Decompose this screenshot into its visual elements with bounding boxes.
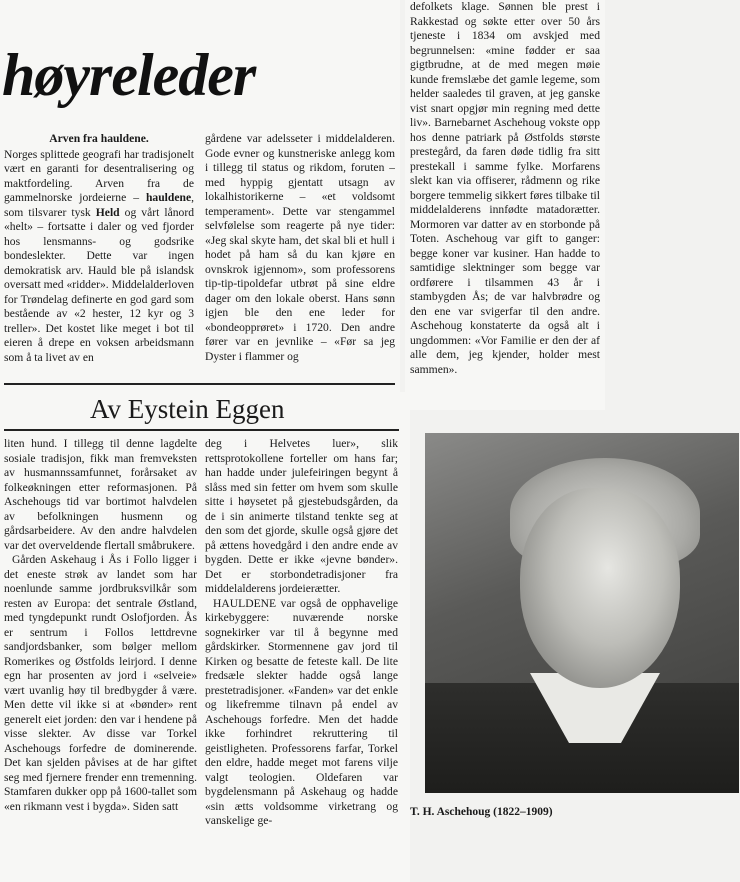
byline: Av Eystein Eggen <box>90 394 285 424</box>
headline: høyreleder <box>2 42 256 108</box>
column-2-bottom <box>205 437 398 879</box>
horizontal-rule <box>4 429 399 431</box>
paragraph: Gården Askehaug i Ås i Follo ligger i det eneste strøk av landet som har noenlunde samme jordbruksvilkår som resten av Europa: det sentrale Østland, med tyngdepunkt rundt Oslofjorden. Ås er sentrum i Follos lettdrevne sandjordsbanker, som bølger mellom Romerikes og Østfolds leirjord. I denne egn har prosenten av jord i «selveie» vært uvanlig høy til bredbygder å være. Men dette vil ikke si at «bønder» rent generelt eiet jorden: den var i hendene på visse slekter. Av disse var Torkel Aschehougs forfedre de dominerende. Det kan sjelden påvises at de har giftet seg med fjernere frender enn tremenning. Stamfaren dukker opp på 1600-tallet som «en rikmann vest i bygda». Siden satt <box>4 553 197 813</box>
portrait-photo <box>425 433 739 793</box>
paragraph: deg i Helvetes luer», slik rettsprotokollene forteller om hans far; han hadde under julefeiringen begynt å slåss med sin fetter om hvem som skulle sitte i høysetet på gjestebudsgården, da de i sin animerte tilstand tenkte seg at den som det gjorde, skulle også gjøre det på ættens hovedgård i den andre ende av bygden. Dette er ikke «jevne bønder». Det er storbondetradisjoner fra middelalderens jordeierætter. <box>205 437 398 595</box>
text: Norges splittede geografi har tradisjonelt vært en garanti for desentralisering og maktfordeling. Arven fra de gammelnorske jordeierne – <box>4 147 194 204</box>
column-3-top <box>410 0 600 402</box>
paragraph: HAULDENE var også de opphavelige kirkebyggere: nuværende norske sognekirker var til å begynne med gårdskirker. Stormennene gav jord til Kirken og besatte de feteste kall. De lite fredsæle slekter hadde også lange prestetradisjoner. «Fanden» var det enkle og likefremme tilnavn på endel av Aschehougs forfedre. Men det hadde ikke forhindret rekruttering til geistligheten. Professorens farfar, Torkel den eldre, hadde meget mot farens vilje valgt teologien. Oldefaren var bygdelensmann på Askehaug og hadde «sin ætts voldsomme virketrang og vanskelige ge- <box>205 596 398 827</box>
column-1-bottom <box>4 437 197 879</box>
text: og vårt lånord «helt» – fortsatte i daler og ved fjorder hos lensmanns- og godsrike bondeslekter. Dette var ingen demokratisk arv. Hauld ble på islandsk oversatt med «ridder». Middelalderloven for Trøndelag definerte en god gard som bestående av «2 hester, 12 kyr og 3 treller». Det kostet like meget i bot til eieren å drepe en voksen arbeidsmann som å ta livet av en <box>4 205 194 364</box>
text: , som tilsvarer tysk <box>4 191 194 219</box>
bold-word: hauldene <box>145 191 192 204</box>
paragraph: liten hund. I tillegg til denne lagdelte sosiale tradisjon, fikk man fremveksten av husmannssamfunnet, forårsaket av folkeøkningen etter reformasjonen. På Aschehougs tid var bortimot halvdelen av befolkningen husmenn og gårdsarbeidere. Av den andre halvdelen var det overveldende flertall småbrukere. <box>4 437 197 552</box>
portrait-face <box>520 488 680 688</box>
paragraph: defolkets klage. Sønnen ble prest i Rakkestad og søkte etter over 50 års tjeneste i 1834 om avskjed med begrunnelsen: «mine fødder er saa gigtbrudne, at de med megen møie kunde fremslæbe det gamle legeme, som helder saaledes til graven, at jeg ganske vist snart opgjør min regning med dette liv». Barnebarnet Aschehoug vokste opp hos denne patriark på Østfolds største prestegård, da faren døde tidlig fra sitt prestekall i samme fylke. Morfarens slekt kan via offiserer, rådmenn og rike borgere temmelig sikkert føres tilbake til middelalderens innfødte matadorætter. Mormoren var datter av en storbonde på Toten. Aschehoug var gift to ganger: begge koner var kusiner. Han hadde to samtidige slektninger som begge var ordførere i tilsammen 43 år i stambygden Ås; de var halvbrødre og den ene var svigerfar til den andre. Aschehoug konstaterte da også alt i ungdommen: «Vor Familie er den der af alle dem, jeg kjender, holder mest sammen». <box>410 0 600 376</box>
paragraph: gårdene var adelsseter i middelalderen. Gode evner og kunstneriske anlegg kom i tillegg til status og rikdom, foruten – med hyppig gjentatt utsagn av lokalhistorikerne – «et voldsomt temperament». Dette var stengammel selvfølelse som reagerte på nye tider: «Jeg skal skyte ham, det skal bli et hull i hodet på ham så du kan kjøre en ovnskrok igjennom», som professorens tip-tip-tipoldefar utbrøt på sine eldre dager om den lokale oberst. Hans sønn igjen ble den ene leder for «bondeopprøret» i 1720. Den andre fører var en jevnlike – «Før sa jeg Dyster i flammer og <box>205 132 395 363</box>
bold-word: Held <box>95 205 120 219</box>
column-1-top <box>4 132 194 377</box>
photo-caption: T. H. Aschehoug (1822–1909) <box>410 806 553 818</box>
subheading: Arven fra hauldene. <box>49 132 149 145</box>
horizontal-rule <box>4 383 395 385</box>
column-2-top <box>205 132 395 377</box>
